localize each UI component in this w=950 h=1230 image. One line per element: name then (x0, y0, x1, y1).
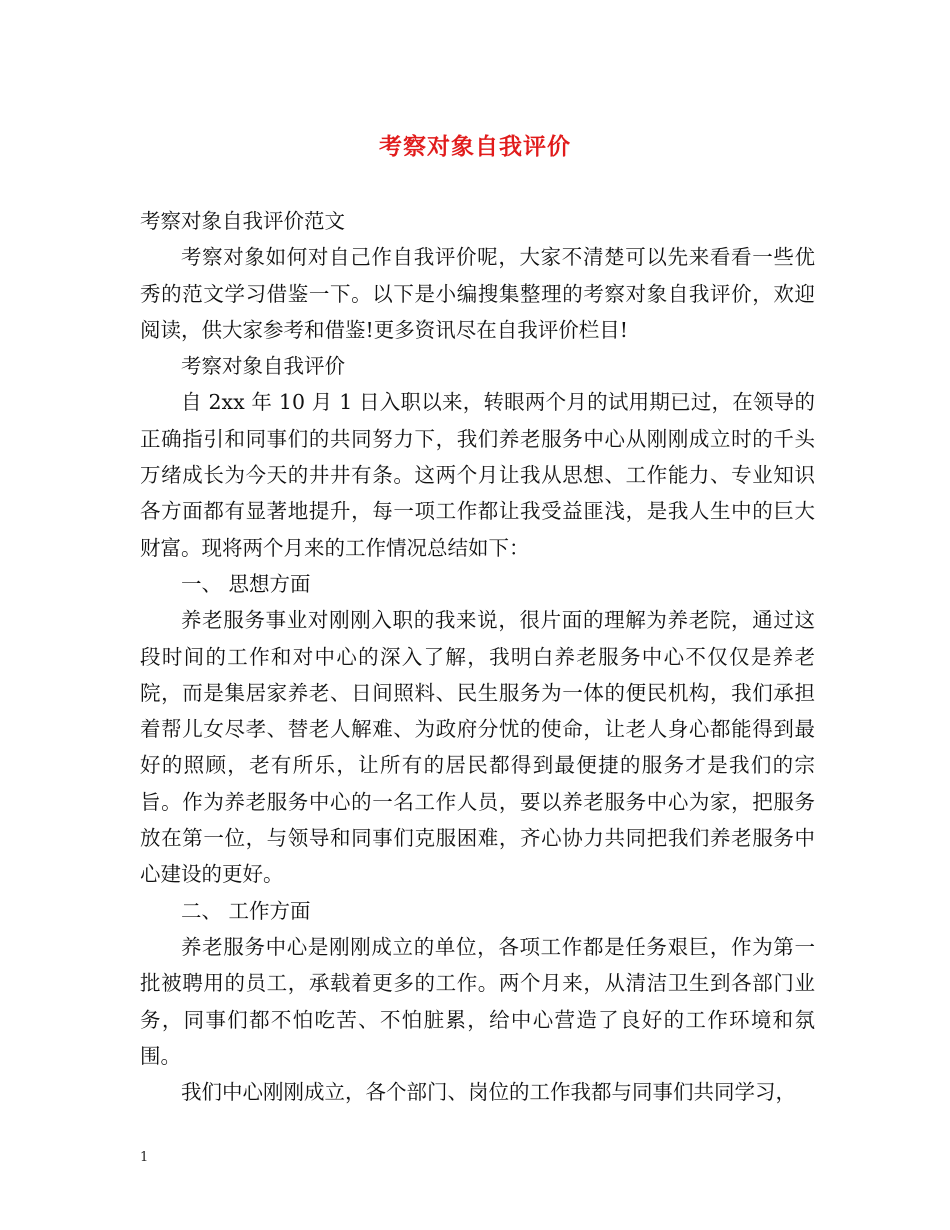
paragraph: 考察对象自我评价 (181, 354, 345, 379)
paragraph: 一、 思想方面 (181, 571, 311, 596)
page-number: 1 (140, 1150, 149, 1165)
paragraph: 我们中心刚刚成立，各个部门、岗位的工作我都与同事们共同学习， (181, 1080, 796, 1105)
paragraph: 养老服务中心是刚刚成立的单位，各项工作都是任务艰巨，作为第一批被聘用的员工，承载着更多的工作。两个月来，从清洁卫生到各部门业务，同事们都不怕吃苦、不怕脏累，给中心营造了良好的工作环境和氛围。 (140, 934, 815, 1068)
paragraph: 自 2xx 年 10 月 1 日入职以来，转眼两个月的试用期已过，在领导的正确指引和同事们的共同努力下，我们养老服务中心从刚刚成立时的千头万绪成长为今天的井井有条。这两个月让我从思想、工作能力、专业知识各方面都有显著地提升，每一项工作都让我受益匪浅，是我人生中的巨大财富。现将两个月来的工作情况总结如下： (140, 390, 815, 560)
document-title: 考察对象自我评价 (379, 133, 571, 160)
paragraph: 养老服务事业对刚刚入职的我来说，很片面的理解为养老院，通过这段时间的工作和对中心的深入了解，我明白养老服务中心不仅仅是养老院，而是集居家养老、日间照料、民生服务为一体的便民机构，我们承担着帮儿女尽孝、替老人解难、为政府分忧的使命，让老人身心都能得到最好的照顾，老有所乐，让所有的居民都得到最便捷的服务才是我们的宗旨。作为养老服务中心的一名工作人员，要以养老服务中心为家，把服务放在第一位，与领导和同事们克服困难，齐心协力共同把我们养老服务中心建设的更好。 (140, 608, 815, 887)
paragraph: 考察对象如何对自己作自我评价呢，大家不清楚可以先来看看一些优秀的范文学习借鉴一下。以下是小编搜集整理的考察对象自我评价，欢迎阅读，供大家参考和借鉴!更多资讯尽在自我评价栏目! (140, 245, 815, 342)
document-body (140, 203, 815, 1110)
paragraph: 二、 工作方面 (181, 898, 311, 923)
paragraph: 考察对象自我评价范文 (140, 209, 345, 233)
